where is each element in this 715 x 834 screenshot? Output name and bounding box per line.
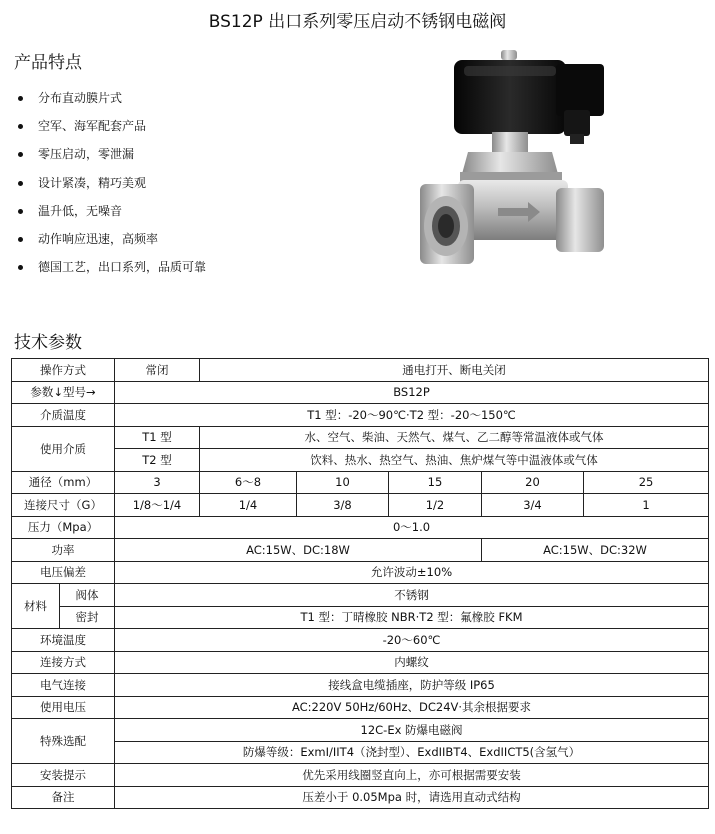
feature-list — [18, 90, 206, 287]
row-label: 备注 — [12, 786, 115, 809]
feature-text: 德国工艺，出口系列，品质可靠 — [38, 260, 207, 275]
cell-value: 3 — [115, 471, 200, 494]
cell-value: 25 — [584, 471, 709, 494]
feature-item — [18, 259, 206, 287]
bullet-icon — [18, 265, 23, 270]
table-row — [12, 516, 709, 539]
bullet-icon — [18, 96, 23, 101]
cell-value: T1 型：-20～90℃·T2 型：-20～150℃ — [115, 404, 709, 427]
row-label: 参数↓型号→ — [12, 381, 115, 404]
cell-value: 12C-Ex 防爆电磁阀 — [115, 719, 709, 742]
cell-value: 通电打开、断电关闭 — [200, 359, 709, 382]
cell-value: 饮料、热水、热空气、热油、焦炉煤气等中温液体或气体 — [200, 449, 709, 472]
row-label: 连接方式 — [12, 651, 115, 674]
cell-value: 3/4 — [482, 494, 584, 517]
cell-value: AC:220V 50Hz/60Hz、DC24V·其余根据要求 — [115, 696, 709, 719]
table-row — [12, 786, 709, 809]
cell-value: 内螺纹 — [115, 651, 709, 674]
cell-sublabel: T2 型 — [115, 449, 200, 472]
table-row — [12, 539, 709, 562]
cell-value: BS12P — [115, 381, 709, 404]
feature-text: 温升低，无噪音 — [38, 203, 123, 218]
cell-value: 防爆等级：ExmI/IIT4（浇封型）、ExdIIBT4、ExdIICT5(含氢气） — [115, 741, 709, 764]
table-row — [12, 561, 709, 584]
cell-value: AC:15W、DC:18W — [115, 539, 482, 562]
cell-value: 优先采用线圈竖直向上，亦可根据需要安装 — [115, 764, 709, 787]
cell-value: 3/8 — [297, 494, 389, 517]
cell-value: 0～1.0 — [115, 516, 709, 539]
features-heading: 产品特点 — [14, 53, 82, 73]
row-label: 功率 — [12, 539, 115, 562]
feature-text: 空军、海军配套产品 — [38, 119, 147, 134]
feature-text: 零压启动，零泄漏 — [38, 147, 135, 162]
cell-value: 15 — [389, 471, 482, 494]
table-row — [12, 584, 709, 607]
row-label: 使用电压 — [12, 696, 115, 719]
cell-value: 1/8～1/4 — [115, 494, 200, 517]
feature-item — [18, 146, 206, 174]
cell-value: 10 — [297, 471, 389, 494]
table-row — [12, 719, 709, 742]
cell-sublabel: 密封 — [60, 606, 115, 629]
row-label: 压力（Mpa） — [12, 516, 115, 539]
row-label: 介质温度 — [12, 404, 115, 427]
page-title: BS12P 出口系列零压启动不锈钢电磁阀 — [208, 12, 507, 32]
table-row — [12, 494, 709, 517]
table-row — [12, 404, 709, 427]
row-label: 使用介质 — [12, 426, 115, 471]
row-label: 操作方式 — [12, 359, 115, 382]
cell-value: 1 — [584, 494, 709, 517]
feature-item — [18, 118, 206, 146]
row-label: 环境温度 — [12, 629, 115, 652]
feature-item — [18, 175, 206, 203]
feature-item — [18, 90, 206, 118]
cell-value: AC:15W、DC:32W — [482, 539, 709, 562]
solenoid-valve-image — [406, 48, 616, 276]
bullet-icon — [18, 152, 23, 157]
bullet-icon — [18, 124, 23, 129]
cell-value: -20～60℃ — [115, 629, 709, 652]
cell-sublabel: 阀体 — [60, 584, 115, 607]
specs-heading: 技术参数 — [14, 333, 82, 353]
feature-text: 设计紧凑，精巧美观 — [38, 175, 147, 190]
cell-value: 压差小于 0.05Mpa 时，请选用直动式结构 — [115, 786, 709, 809]
cell-value: 接线盒电缆插座，防护等级 IP65 — [115, 674, 709, 697]
table-row — [12, 764, 709, 787]
table-row — [12, 674, 709, 697]
table-row — [12, 449, 709, 472]
feature-text: 分布直动膜片式 — [38, 91, 123, 105]
row-label: 材料 — [12, 584, 60, 629]
row-label: 特殊选配 — [12, 719, 115, 764]
row-label: 通径（mm） — [12, 471, 115, 494]
table-row — [12, 426, 709, 449]
bullet-icon — [18, 209, 23, 214]
table-row — [12, 696, 709, 719]
table-row — [12, 651, 709, 674]
feature-item — [18, 231, 206, 259]
feature-text: 动作响应迅速，高频率 — [38, 231, 159, 246]
bullet-icon — [18, 237, 23, 242]
table-row — [12, 629, 709, 652]
cell-value: T1 型：丁晴橡胶 NBR·T2 型：氟橡胶 FKM — [115, 606, 709, 629]
table-row — [12, 381, 709, 404]
cell-value: 水、空气、柴油、天然气、煤气、乙二醇等常温液体或气体 — [200, 426, 709, 449]
row-label: 安装提示 — [12, 764, 115, 787]
cell-value: 不锈钢 — [115, 584, 709, 607]
feature-item — [18, 203, 206, 231]
row-label: 电气连接 — [12, 674, 115, 697]
cell-value: 6～8 — [200, 471, 297, 494]
cell-value: 1/2 — [389, 494, 482, 517]
spec-table — [11, 358, 709, 809]
table-row — [12, 741, 709, 764]
row-label: 连接尺寸（G） — [12, 494, 115, 517]
cell-value: 20 — [482, 471, 584, 494]
cell-sublabel: T1 型 — [115, 426, 200, 449]
table-row — [12, 471, 709, 494]
cell-value: 1/4 — [200, 494, 297, 517]
cell-value: 常闭 — [115, 359, 200, 382]
table-row — [12, 606, 709, 629]
bullet-icon — [18, 181, 23, 186]
row-label: 电压偏差 — [12, 561, 115, 584]
cell-value: 允许波动±10% — [115, 561, 709, 584]
table-row — [12, 359, 709, 382]
